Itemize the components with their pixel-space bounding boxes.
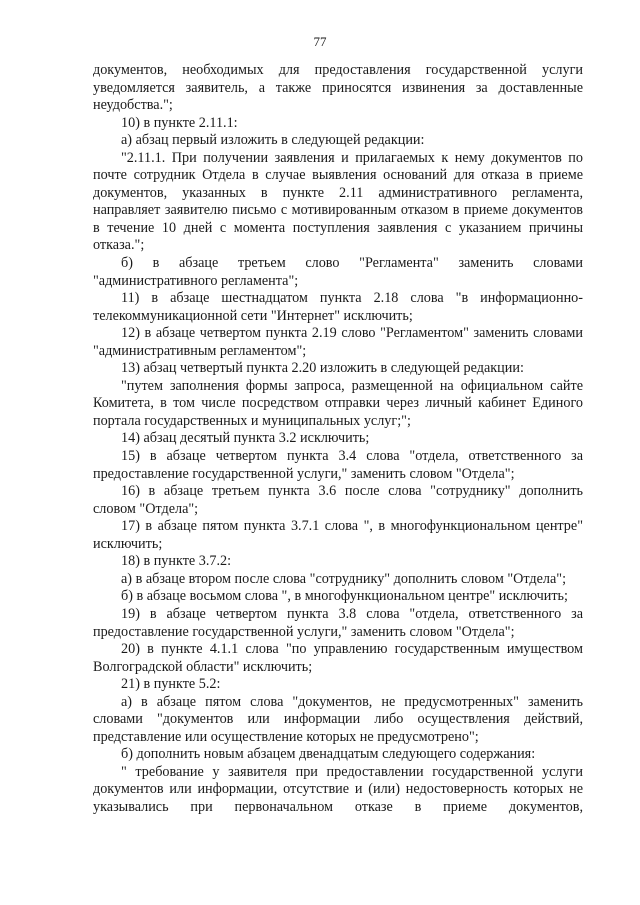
paragraph-quote-requirement: " требование у заявителя при предоставлении государственной услуги документов или информации, отсутствие и (или) недостоверность которых не указывались при первоначальном отказе в приеме документов, xyxy=(93,763,583,815)
paragraph-item-16: 16) в абзаце третьем пункта 3.6 после слова "сотруднику" дополнить словом "Отдела"; xyxy=(93,483,583,517)
page-number: 77 xyxy=(313,34,327,49)
paragraph-item-12: 12) в абзаце четвертом пункта 2.19 слово "Регламентом" заменить словами "административным регламентом"; xyxy=(93,325,583,359)
paragraph-item-17: 17) в абзаце пятом пункта 3.7.1 слова ", в многофункциональном центре" исключить; xyxy=(93,518,583,552)
paragraph-item-20: 20) в пункте 4.1.1 слова "по управлению государственным имуществом Волгоградской области" исключить; xyxy=(93,641,583,675)
document-body xyxy=(93,62,583,817)
paragraph-item-14: 14) абзац десятый пункта 3.2 исключить; xyxy=(121,430,370,447)
paragraph-item-10: 10) в пункте 2.11.1: xyxy=(121,114,238,131)
paragraph-item-11: 11) в абзаце шестнадцатом пункта 2.18 слова "в информационно-телекоммуникационной сети "Интернет" исключить; xyxy=(93,290,583,324)
paragraph-item-21: 21) в пункте 5.2: xyxy=(121,676,221,693)
paragraph-quote-2-20: "путем заполнения формы запроса, размещенной на официальном сайте Комитета, в том числе посредством отправки через личный кабинет Единого портала государственных и муниципальных услуг;"; xyxy=(93,377,583,429)
paragraph-item-10a: а) абзац первый изложить в следующей редакции: xyxy=(121,132,425,149)
paragraph-item-13: 13) абзац четвертый пункта 2.20 изложить в следующей редакции: xyxy=(121,360,524,377)
paragraph-item-18: 18) в пункте 3.7.2: xyxy=(121,553,232,570)
paragraph-item-18b: б) в абзаце восьмом слова ", в многофункциональном центре" исключить; xyxy=(121,588,568,605)
paragraph-continuation: документов, необходимых для предоставления государственной услуги уведомляется заявитель, а также приносятся извинения за доставленные неудобства."; xyxy=(93,62,583,114)
paragraph-item-21b: б) дополнить новым абзацем двенадцатым следующего содержания: xyxy=(121,746,536,763)
paragraph-item-10b: б) в абзаце третьем слово "Регламента" заменить словами "административного регламента"; xyxy=(93,255,583,289)
paragraph-quote-2-11-1: "2.11.1. При получении заявления и прилагаемых к нему документов по почте сотрудник Отдела в случае выявления оснований для отказа в приеме документов, указанных в пункте 2.11 административного регламента, направляет заявителю письмо с мотивированным отказом в приеме документов в течение 10 дней с момента поступления заявления с указанием причины отказа."; xyxy=(93,149,583,254)
paragraph-item-18a: а) в абзаце втором после слова "сотруднику" дополнить словом "Отдела"; xyxy=(121,570,567,587)
paragraph-item-19: 19) в абзаце четвертом пункта 3.8 слова "отдела, ответственного за предоставление государственной услуги," заменить словом "Отдела"; xyxy=(93,605,583,640)
paragraph-item-15: 15) в абзаце четвертом пункта 3.4 слова "отдела, ответственного за предоставление государственной услуги," заменить словом "Отдела"; xyxy=(93,448,583,482)
paragraph-item-21a: а) в абзаце пятом слова "документов, не предусмотренных" заменить словами "документов или информации либо осуществления действий, представление или осуществление которых не предусмотрено"; xyxy=(93,693,583,745)
